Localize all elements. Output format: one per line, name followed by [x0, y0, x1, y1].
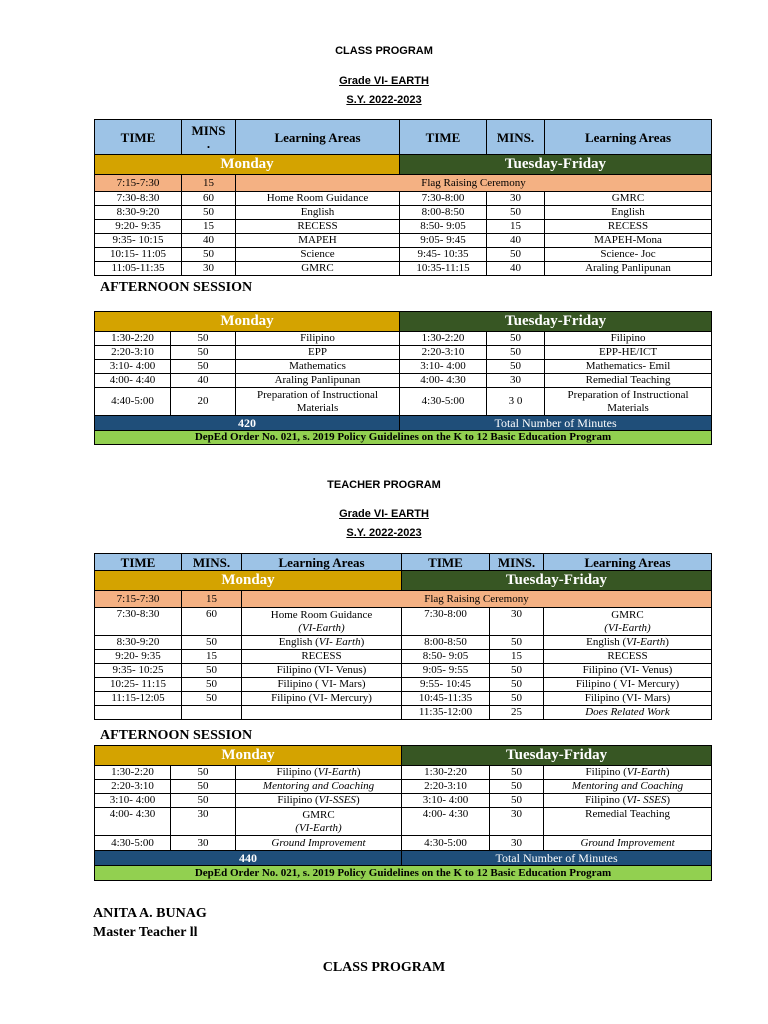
cell-mins: 50 [171, 346, 236, 360]
cell-subject: Ground Improvement [236, 836, 402, 851]
cell-time: 8:50- 9:05 [402, 650, 490, 664]
day-header-row [95, 746, 712, 766]
table-row [95, 360, 712, 374]
cell-time: 9:05- 9:45 [400, 234, 487, 248]
header-mins: MINS. [182, 554, 242, 571]
cell-time: 3:10- 4:00 [95, 794, 171, 808]
cell-time: 10:25- 11:15 [95, 678, 182, 692]
cell-mins: 30 [182, 262, 236, 276]
deped-order-note: DepEd Order No. 021, s. 2019 Policy Guidelines on the K to 12 Basic Education Program [95, 866, 712, 881]
cell-subject: Mentoring and Coaching [544, 780, 712, 794]
cell-time: 4:00- 4:30 [95, 808, 171, 836]
cell-mins: 15 [182, 220, 236, 234]
table-header-row [95, 120, 712, 155]
cell-mins: 50 [487, 346, 545, 360]
cell-subject: GMRC (VI-Earth) [236, 808, 402, 836]
cell-subject: Araling Panlipunan [236, 374, 400, 388]
cell-time: 3:10- 4:00 [400, 360, 487, 374]
cell-mins: 50 [182, 678, 242, 692]
table-row [95, 262, 712, 276]
cell-mins: 40 [182, 234, 236, 248]
cell-subject: Filipino (VI-Earth) [544, 766, 712, 780]
header-time: TIME [95, 120, 182, 155]
header-learning-areas: Learning Areas [242, 554, 402, 571]
cell-mins: 50 [182, 692, 242, 706]
cell-mins: 40 [487, 262, 545, 276]
cell-subject: Mentoring and Coaching [236, 780, 402, 794]
total-minutes-label: Total Number of Minutes [400, 416, 712, 431]
cell-subject: Filipino ( VI- Mars) [242, 678, 402, 692]
cell-mins: 50 [487, 360, 545, 374]
cell-subject: English [236, 206, 400, 220]
cell-time: 2:20-3:10 [400, 346, 487, 360]
cell-subject: GMRC [545, 192, 712, 206]
monday-header: Monday [95, 746, 402, 766]
cell-subject: Does Related Work [544, 706, 712, 720]
table-row [95, 664, 712, 678]
cell-time: 9:35- 10:25 [95, 664, 182, 678]
cell-mins: 50 [490, 692, 544, 706]
cell-mins: 30 [490, 808, 544, 836]
table-row [95, 248, 712, 262]
cell-mins: 50 [490, 794, 544, 808]
table-row [95, 636, 712, 650]
tuesday-friday-header: Tuesday-Friday [402, 571, 712, 591]
cell-mins: 40 [487, 234, 545, 248]
cell-time: 8:50- 9:05 [400, 220, 487, 234]
cell-mins: 50 [490, 664, 544, 678]
cell-subject: Home Room Guidance [236, 192, 400, 206]
class-program-afternoon-table [94, 311, 712, 445]
table-row [95, 346, 712, 360]
cell-subject [242, 706, 402, 720]
cell-time: 11:35-12:00 [402, 706, 490, 720]
total-minutes-value: 420 [95, 416, 400, 431]
cell-time: 11:05-11:35 [95, 262, 182, 276]
cell-time: 1:30-2:20 [402, 766, 490, 780]
cell-time: 2:20-3:10 [95, 780, 171, 794]
cell-mins: 15 [182, 650, 242, 664]
cell-subject: Home Room Guidance (VI-Earth) [242, 608, 402, 636]
cell-mins: 50 [182, 636, 242, 650]
header-learning-areas: Learning Areas [545, 120, 712, 155]
cell-mins: 15 [487, 220, 545, 234]
table-row [95, 374, 712, 388]
cell-mins: 30 [487, 374, 545, 388]
table-row [95, 836, 712, 851]
cell-mins: 50 [171, 794, 236, 808]
header-learning-areas: Learning Areas [544, 554, 712, 571]
table-row [95, 780, 712, 794]
signatory-name: ANITA A. BUNAG [93, 906, 207, 921]
cell-time: 8:00-8:50 [402, 636, 490, 650]
total-minutes-row [95, 416, 712, 431]
cell-mins: 50 [182, 206, 236, 220]
cell-mins: 15 [490, 650, 544, 664]
cell-subject: Filipino [236, 332, 400, 346]
monday-header: Monday [95, 312, 400, 332]
cell-time: 7:30-8:00 [400, 192, 487, 206]
tuesday-friday-header: Tuesday-Friday [402, 746, 712, 766]
cell-mins: 50 [490, 678, 544, 692]
class-program-title: CLASS PROGRAM [335, 45, 433, 57]
cell-time: 7:15-7:30 [95, 591, 182, 608]
cell-time: 4:00- 4:40 [95, 374, 171, 388]
cell-subject: Araling Panlipunan [545, 262, 712, 276]
cell-time: 2:20-3:10 [402, 780, 490, 794]
teacher-program-school-year: S.Y. 2022-2023 [346, 527, 422, 539]
cell-subject: Filipino (VI- SSES) [544, 794, 712, 808]
cell-time [95, 706, 182, 720]
cell-time: 9:55- 10:45 [402, 678, 490, 692]
header-mins: MINS . [182, 120, 236, 155]
cell-mins: 50 [182, 664, 242, 678]
cell-time: 7:30-8:00 [402, 608, 490, 636]
cell-subject: Filipino [545, 332, 712, 346]
cell-subject: Preparation of Instructional Materials [236, 388, 400, 416]
cell-mins: 15 [182, 175, 236, 192]
cell-subject: Filipino (VI- Mercury) [242, 692, 402, 706]
cell-time: 8:00-8:50 [400, 206, 487, 220]
header-time: TIME [95, 554, 182, 571]
tuesday-friday-header: Tuesday-Friday [400, 312, 712, 332]
flag-raising-row [95, 591, 712, 608]
header-learning-areas: Learning Areas [236, 120, 400, 155]
cell-activity: Flag Raising Ceremony [236, 175, 712, 192]
teacher-program-morning-table [94, 553, 712, 720]
table-row [95, 206, 712, 220]
cell-subject: Filipino (VI-Earth) [236, 766, 402, 780]
cell-mins: 50 [171, 360, 236, 374]
class-program-school-year: S.Y. 2022-2023 [346, 94, 422, 106]
cell-mins: 25 [490, 706, 544, 720]
header-time: TIME [400, 120, 487, 155]
cell-mins: 30 [171, 836, 236, 851]
cell-time: 9:05- 9:55 [402, 664, 490, 678]
table-row [95, 192, 712, 206]
cell-subject: RECESS [242, 650, 402, 664]
table-row [95, 706, 712, 720]
teacher-program-title: TEACHER PROGRAM [327, 479, 441, 491]
cell-time: 4:30-5:00 [95, 836, 171, 851]
total-minutes-value: 440 [95, 851, 402, 866]
cell-activity: Flag Raising Ceremony [242, 591, 712, 608]
cell-subject: GMRC (VI-Earth) [544, 608, 712, 636]
table-row [95, 220, 712, 234]
table-header-row [95, 554, 712, 571]
cell-mins: 20 [171, 388, 236, 416]
cell-time: 9:20- 9:35 [95, 220, 182, 234]
cell-time: 3:10- 4:00 [402, 794, 490, 808]
cell-mins: 50 [171, 766, 236, 780]
cell-time: 4:40-5:00 [95, 388, 171, 416]
cell-subject: Remedial Teaching [545, 374, 712, 388]
afternoon-session-label: AFTERNOON SESSION [100, 728, 253, 743]
cell-time: 9:20- 9:35 [95, 650, 182, 664]
cell-time: 8:30-9:20 [95, 206, 182, 220]
table-row [95, 808, 712, 836]
cell-mins: 50 [171, 332, 236, 346]
day-header-row [95, 155, 712, 175]
cell-time: 4:30-5:00 [402, 836, 490, 851]
cell-subject: Mathematics- Emil [545, 360, 712, 374]
cell-time: 7:15-7:30 [95, 175, 182, 192]
cell-subject: Science- Joc [545, 248, 712, 262]
table-row [95, 794, 712, 808]
cell-time: 1:30-2:20 [95, 332, 171, 346]
cell-subject: MAPEH-Mona [545, 234, 712, 248]
class-program-morning-table [94, 119, 712, 276]
cell-mins: 30 [490, 836, 544, 851]
flag-raising-row [95, 175, 712, 192]
total-minutes-label: Total Number of Minutes [402, 851, 712, 866]
cell-time: 7:30-8:30 [95, 608, 182, 636]
table-row [95, 678, 712, 692]
cell-subject: MAPEH [236, 234, 400, 248]
cell-mins: 30 [490, 608, 544, 636]
cell-mins: 30 [171, 808, 236, 836]
cell-mins: 50 [490, 780, 544, 794]
cell-time: 9:45- 10:35 [400, 248, 487, 262]
teacher-program-grade: Grade VI- EARTH [339, 508, 429, 520]
cell-subject: Filipino (VI- Venus) [242, 664, 402, 678]
cell-mins: 50 [490, 636, 544, 650]
cell-time: 1:30-2:20 [95, 766, 171, 780]
cell-mins: 15 [182, 591, 242, 608]
deped-order-row [95, 866, 712, 881]
table-row [95, 388, 712, 416]
cell-mins: 50 [487, 332, 545, 346]
table-row [95, 608, 712, 636]
cell-time: 10:35-11:15 [400, 262, 487, 276]
table-row [95, 650, 712, 664]
table-row [95, 692, 712, 706]
cell-time: 2:20-3:10 [95, 346, 171, 360]
table-row [95, 766, 712, 780]
cell-time: 1:30-2:20 [400, 332, 487, 346]
deped-order-row [95, 431, 712, 445]
cell-time: 4:00- 4:30 [402, 808, 490, 836]
cell-subject: Filipino (VI-SSES) [236, 794, 402, 808]
table-row [95, 332, 712, 346]
cell-mins: 60 [182, 192, 236, 206]
cell-subject: Science [236, 248, 400, 262]
cell-mins: 30 [487, 192, 545, 206]
cell-subject: Filipino (VI- Mars) [544, 692, 712, 706]
cell-time: 10:45-11:35 [402, 692, 490, 706]
cell-subject: English [545, 206, 712, 220]
cell-subject: RECESS [544, 650, 712, 664]
day-header-row [95, 312, 712, 332]
cell-time: 11:15-12:05 [95, 692, 182, 706]
cell-mins: 50 [490, 766, 544, 780]
total-minutes-row [95, 851, 712, 866]
cell-subject: GMRC [236, 262, 400, 276]
day-header-row [95, 571, 712, 591]
cell-subject: Preparation of Instructional Materials [545, 388, 712, 416]
cell-mins: 50 [182, 248, 236, 262]
cell-subject: RECESS [236, 220, 400, 234]
cell-subject: English (VI- Earth) [242, 636, 402, 650]
cell-mins: 50 [171, 780, 236, 794]
cell-time: 10:15- 11:05 [95, 248, 182, 262]
cell-subject: Mathematics [236, 360, 400, 374]
cell-subject: Remedial Teaching [544, 808, 712, 836]
cell-time: 3:10- 4:00 [95, 360, 171, 374]
cell-time: 8:30-9:20 [95, 636, 182, 650]
cell-mins: 50 [487, 206, 545, 220]
cell-mins [182, 706, 242, 720]
cell-mins: 60 [182, 608, 242, 636]
monday-header: Monday [95, 155, 400, 175]
cell-mins: 40 [171, 374, 236, 388]
cell-time: 4:30-5:00 [400, 388, 487, 416]
afternoon-session-label: AFTERNOON SESSION [100, 280, 253, 295]
cell-subject: EPP [236, 346, 400, 360]
signatory-position: Master Teacher ll [93, 925, 198, 940]
cell-subject: Filipino (VI- Venus) [544, 664, 712, 678]
header-mins: MINS. [487, 120, 545, 155]
cell-mins: 50 [487, 248, 545, 262]
header-mins: MINS. [490, 554, 544, 571]
class-program-grade: Grade VI- EARTH [339, 75, 429, 87]
cell-subject: English (VI-Earth) [544, 636, 712, 650]
cell-subject: EPP-HE/ICT [545, 346, 712, 360]
tuesday-friday-header: Tuesday-Friday [400, 155, 712, 175]
header-time: TIME [402, 554, 490, 571]
cell-time: 9:35- 10:15 [95, 234, 182, 248]
cell-subject: Ground Improvement [544, 836, 712, 851]
cell-subject: RECESS [545, 220, 712, 234]
cell-mins: 3 0 [487, 388, 545, 416]
cell-time: 4:00- 4:30 [400, 374, 487, 388]
cell-time: 7:30-8:30 [95, 192, 182, 206]
teacher-program-afternoon-table [94, 745, 712, 881]
monday-header: Monday [95, 571, 402, 591]
deped-order-note: DepEd Order No. 021, s. 2019 Policy Guidelines on the K to 12 Basic Education Program [95, 431, 712, 445]
cell-subject: Filipino ( VI- Mercury) [544, 678, 712, 692]
table-row [95, 234, 712, 248]
next-class-program-title: CLASS PROGRAM [322, 960, 446, 975]
